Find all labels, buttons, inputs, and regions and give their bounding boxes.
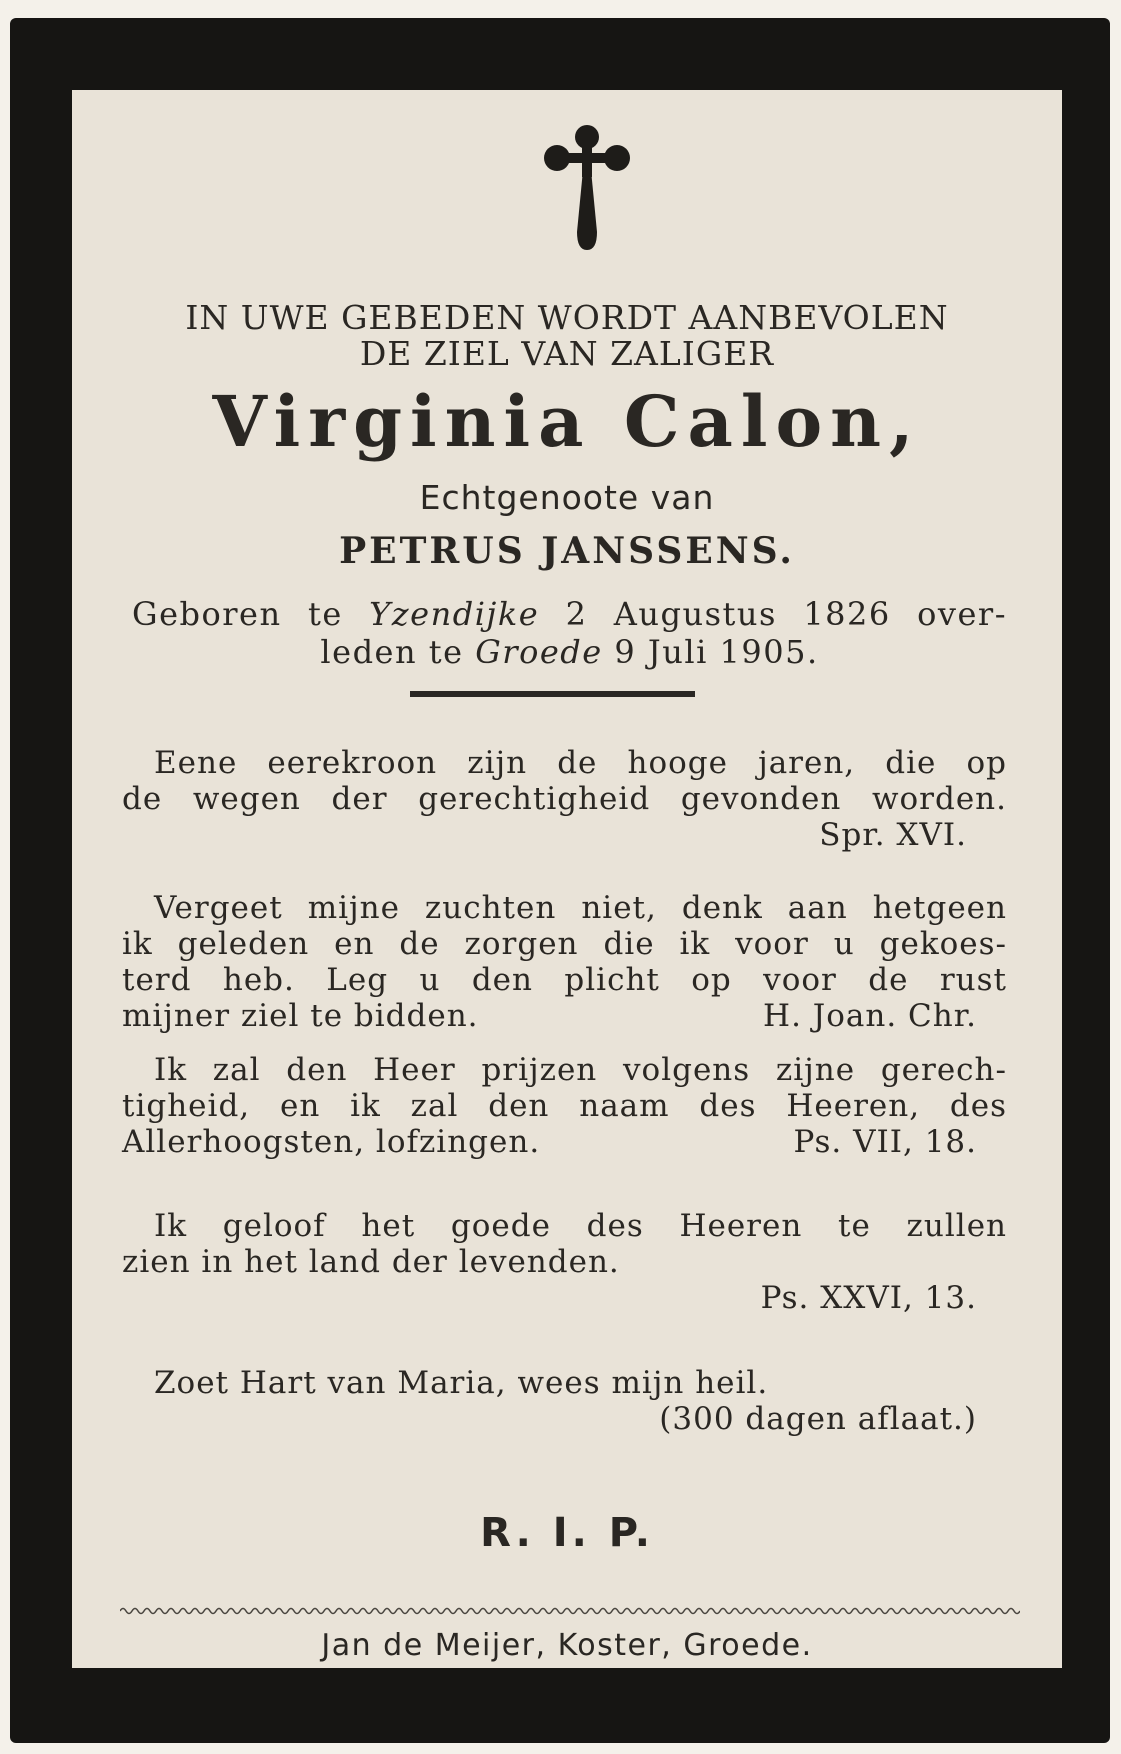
verse-2-line-4	[122, 998, 1007, 1034]
verse-4	[122, 1208, 1007, 1316]
verse-1	[122, 745, 1007, 853]
verse-3-line-3	[122, 1124, 1007, 1160]
memorial-card-border	[10, 18, 1110, 1743]
header-line-2: DE ZIEL VAN ZALIGER	[359, 334, 775, 373]
deceased-name: Virginia Calon,	[212, 380, 922, 463]
born-label: Geboren te	[132, 595, 343, 633]
divider-rule	[410, 691, 695, 697]
header-line-1: IN UWE GEBEDEN WORDT AANBEVOLEN	[185, 298, 949, 337]
birth-place: Yzendijke	[369, 595, 540, 633]
verse-2-line-2: ik geleden en de zorgen die ik voor u gekoes-	[122, 926, 1007, 962]
rip-text: R. I. P.	[480, 1510, 654, 1556]
verse-4-line-1: Ik geloof het goede des Heeren te zullen	[154, 1208, 1007, 1244]
verse-5-indulgence: (300 dagen aflaat.)	[659, 1401, 977, 1437]
birth-date: 2 Augustus 1826 over-	[565, 595, 1008, 633]
verse-4-last-line: zien in het land der levenden.	[122, 1244, 620, 1280]
verse-3-line-2: tigheid, en ik zal den naam des Heeren, des	[122, 1088, 1007, 1124]
header-text	[72, 300, 1062, 372]
verse-5-line: Zoet Hart van Maria, wees mijn heil.	[154, 1365, 769, 1401]
verse-3-source: Ps. VII, 18.	[793, 1124, 977, 1160]
death-place: Groede	[475, 633, 603, 671]
verse-2-source: H. Joan. Chr.	[763, 998, 977, 1034]
verse-3-last-line: Allerhoogsten, lofzingen.	[122, 1124, 541, 1160]
cross-icon	[537, 122, 637, 262]
verse-1-source: Spr. XVI.	[819, 817, 967, 853]
spouse-intro: Echtgenoote van	[419, 478, 715, 517]
death-date: 9 Juli 1905.	[614, 633, 819, 671]
death-line	[132, 633, 1007, 671]
wavy-divider	[120, 1604, 1020, 1618]
verse-4-source: Ps. XXVI, 13.	[760, 1280, 977, 1316]
died-label: leden te	[320, 633, 464, 671]
verse-1-line-1: Eene eerekroon zijn de hooge jaren, die op	[154, 745, 1007, 781]
verse-2-line-1: Vergeet mijne zuchten niet, denk aan hetgeen	[154, 890, 1007, 926]
verse-3	[122, 1052, 1007, 1160]
verse-5	[122, 1365, 1007, 1437]
birth-line	[132, 595, 1007, 633]
printer-credit: Jan de Meijer, Koster, Groede.	[321, 1628, 813, 1663]
memorial-card-paper	[72, 90, 1062, 1668]
birth-death-info	[132, 595, 1007, 671]
spouse-name: PETRUS JANSSENS.	[339, 530, 795, 572]
verse-1-line-2: de wegen der gerechtigheid gevonden worden.	[122, 781, 1007, 817]
verse-2	[122, 890, 1007, 1034]
verse-2-last-line: mijner ziel te bidden.	[122, 998, 479, 1034]
verse-3-line-1: Ik zal den Heer prijzen volgens zijne gerech-	[154, 1052, 1007, 1088]
verse-2-line-3: terd heb. Leg u den plicht op voor de rust	[122, 962, 1007, 998]
